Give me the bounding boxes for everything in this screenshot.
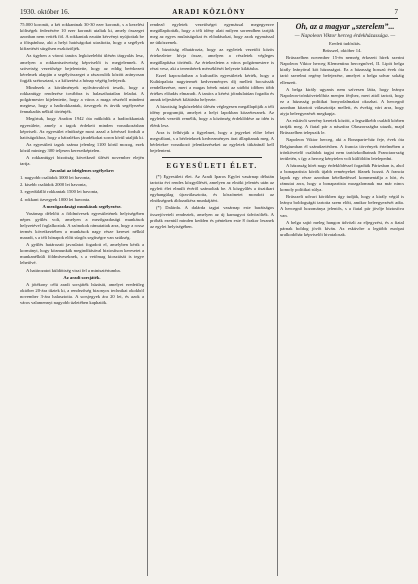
article-note: Eredeti tudósítás. bbox=[329, 41, 361, 46]
paragraph: Ezzel kapcsolatban a kulturális egyesületek kérték, hogy a Kultúrpalota nagytermét kedvezményes díj mellett bocsássák rendelkezésre, mert a magas bérek miatt az utóbbi időben több értékes előadás elmaradt. A tanács a kérést jóindulatúan fogadta és annak teljesítését kilátásba helyezte. bbox=[150, 72, 274, 103]
section-heading: Az aradi sorsjáték. bbox=[63, 274, 101, 280]
paragraph: (*) Dalárda. A dalárda tagjai vasárnap este barátságos összejövetelt rendeztek, amelyen az új karnagyot üdvözölték. A próbák ezentúl minden kedden és pénteken este 8 órakor lesznek az egylet helyiségében. bbox=[150, 205, 274, 229]
paragraph: 75.000 koronát, a két rokkantnak 30-30 ezer koronát, s a kezelési költségek fedezésére 10 ezer koronát utaltak ki, amely összeget azonban nem vették föl. A rokkantak ezután kérvényt nyújtottak be a főispánhoz, aki a helyi hatóságokat utasította, hogy a segélyek kifizetését sürgősen eszközöljék. bbox=[20, 22, 144, 52]
paragraph: A bizottság elhatározta, hogy az egyletek vezetőit közös értekezletre hívja össze, amelyen a részletek végleges megállapítása történik. Az értekezleten a város polgármestere is részt vesz, aki a terembérek mérséklését helyezte kilátásba. bbox=[150, 47, 274, 71]
page-number: 7 bbox=[394, 8, 398, 16]
column-divider bbox=[277, 22, 278, 576]
list-item: 1. nagyobb családok 3000 lei havonta, bbox=[20, 175, 91, 181]
paragraph: Megírtuk, hogy Aradon 1942 óta működik a hadirokkantak egyesülete, amely a tagok érdekeit minden vonatkozásban képviseli. Az egyesület elnöksége most azzal a kéréssel fordult a hatóságokhoz, hogy a hátralékos járadékokat soron kívül utalják ki. bbox=[20, 116, 144, 140]
list-title: Javaslat az ideiglenes segélyekre: bbox=[49, 168, 115, 174]
paragraph: A házasság hírét nagy érdeklődéssel fogadták Párizsban is, ahol a bonapartista körök újabb reményeket fűznek hozzá. A francia lapok egy része azonban kételkedéssel kommentálja a hírt, és rámutat arra, hogy a bonapartista mozgalomnak ma már nincs komoly politikai súlya. bbox=[280, 162, 404, 193]
section-title: EGYESÜLETI ÉLET. bbox=[166, 161, 258, 170]
paragraph: Arra is felhívják a figyelmet, hogy a jegyeket előre lehet megváltani, s a bérleteknek kedvezményes árat állapítanak meg. A bérletekre vonatkozó jelentkezéseket az egyletek titkáránál kell bejelenteni. bbox=[150, 129, 274, 153]
paragraph: A gyűlés határozati javaslatot fogadott el, amelyben kérik a kormányt, hogy közmunkák megindításával biztosítson keresetet a munkanélküli földmíveseknek, s a vetőmag kiosztását is tegye lehetővé. bbox=[20, 242, 144, 266]
paragraph: Az ügyben a városi tanács legközelebbi ülésén tárgyalás lesz, amelyen a rokkantszövetség képviselői is megjelennek. A szövetség vezetősége bejelentette, hogy az eddig beérkezett kérelmek alapján a segélyösszeget a rászorulók között arányosan fogják szétosztani, s a kifizetést a hónap végéig befejezik. bbox=[20, 53, 144, 83]
page-header bbox=[20, 6, 398, 19]
paragraph: rendező egyletek vezetőségei egymással megegyezve megállapították, hogy a téli idény alatt milyen sorrendben tartják meg az egyes mulatságokat és előadásokat, hogy azok egymással ne ütközzenek. bbox=[150, 22, 274, 46]
list-item: 2. kisebb családok 2000 lei havonta, bbox=[20, 182, 87, 188]
paragraph: Mindezek a körülmények nyilvánvalóvá teszik, hogy a rokkantügy rendezése továbbra is halaszthatatlan feladat. A polgármester kijelentette, hogy a város a maga részéről mindent megtesz, hogy a hadirokkantak, özvegyek és árvák segélyezése fennakadás nélkül történjék. bbox=[20, 84, 144, 115]
column-3 bbox=[280, 22, 404, 578]
section-heading: A mezőgazdasági munkások segélyezése. bbox=[42, 203, 122, 209]
newspaper-title: ARADI KÖZLÖNY bbox=[172, 8, 246, 16]
column-2 bbox=[150, 22, 274, 578]
paragraph: A belga sajtó meleg hangon üdvözli az eljegyzést, és a fiatal párnak boldog jövőt kíván. Az esküvőre a legtöbb európai uralkodóház képviselői hivatalosak. bbox=[280, 219, 404, 237]
paragraph: Brüsszeli udvari körökben úgy tudják, hogy a király végül is leánya boldogságát tartotta szem előtt, amikor beleegyezését adta. A hercegnő hozománya jelentős, s a fiatal pár jövője biztosítva van. bbox=[280, 194, 404, 218]
paragraph: Brüsszelben november 15-én nemrég érkezett hírek szerint Napoleon Viktor herceg Klementina hercegnővel, II. Lipót belga király leányával köt házasságot. Ez a házasság hosszú évek óta tartó szerelmi regény befejezése, amelyet a belga udvar sokáig ellenzett. bbox=[280, 55, 404, 85]
column-1 bbox=[20, 22, 144, 578]
column-divider bbox=[147, 22, 148, 576]
paragraph: Az egyesületi tagok száma jelenleg 1100 körül mozog, ezek közül mintegy 300 teljesen keresetképtelen. bbox=[20, 141, 144, 153]
paragraph: A belga király ugyanis nem szívesen látta, hogy leánya Napoleon-trónkövetelőhöz menjen férjhez, mert attól tartott, hogy ez a házasság politikai bonyodalmakat okozhat. A hercegnő azonban kitartott választottja mellett, és évekig várt arra, hogy atyja beleegyezését megkapja. bbox=[280, 86, 404, 117]
dateline: Brüsszel, október 14. bbox=[322, 48, 362, 54]
paragraph: (*) Egyesületi élet. Az Aradi Iparos Egylet vasárnap délután tartotta évi rendes közgyűlését, amelyen az elnöki jelentés után az egyleti élet elmúlt évéről számoltak be. A közgyűlés a tisztikart egyhangúlag újraválasztotta, és köszönetet mondott az elnökségnek áldozatkész munkájáért. bbox=[150, 173, 274, 204]
article-subtitle: — Napoleon Viktor herceg érdekházassága. — bbox=[294, 33, 396, 39]
paragraph: Az esküvőt szerény keretek között, a legszűkebb családi körben tartják meg. A fiatal pár a nászútra Olaszországba utazik, majd Brüsszelben telepszik le. bbox=[280, 118, 404, 136]
list-item: 3. egyedülálló rokkantak 1500 lei havonta, bbox=[20, 189, 99, 195]
paragraph: Napoleon Viktor herceg, aki a Bonaparte-ház feje, évek óta Belgiumban él száműzetésben. A francia törvények értelmében a trónkövetelő családok tagjai nem tartózkodhatnak Franciaország területén, s így a herceg kénytelen volt külföldön letelepedni. bbox=[280, 137, 404, 161]
paragraph: A rokkantügyi bizottság következő ülését november elején tartja. bbox=[20, 154, 144, 167]
article-title: Oh, az a magyar „szerelem”... bbox=[295, 22, 395, 31]
paragraph: A határozatot küldöttség viszi fel a minisztériumba. bbox=[26, 267, 121, 273]
paragraph: Vasárnap délelőtt a földmívesek egyesületének helyiségében népes gyűlés volt, amelyen a mezőgazdasági munkások helyzetével foglalkoztak. A szónokok rámutattak arra, hogy a rossz termés következtében a munkások nagy része kereset nélkül maradt, s a téli hónapok előtt sürgős segítségre van szükség. bbox=[20, 210, 144, 241]
issue-date: 1930. október 16. bbox=[20, 8, 70, 16]
list-item: 4. rokkant özvegyek 1000 lei havonta. bbox=[20, 196, 91, 202]
paragraph: A bizottság legközelebbi ülésén véglegesen megállapítják a téli idény programját, amelyet a helyi lapokban közzétesznek. Az egyletek vezetői remélik, hogy a közönség érdeklődése az idén is élénk lesz. bbox=[150, 104, 274, 128]
section-rule bbox=[162, 157, 262, 158]
paragraph: A jótékony célú aradi sorsjáték húzását, amelyet eredetileg október 20-ára tűztek ki, a rendezőség bizonyos technikai okokból november 3-ára halasztotta. A sorsjegyek ára 20 lei, és azok a város valamennyi nagyobb üzletében kaphatók. bbox=[20, 281, 144, 306]
